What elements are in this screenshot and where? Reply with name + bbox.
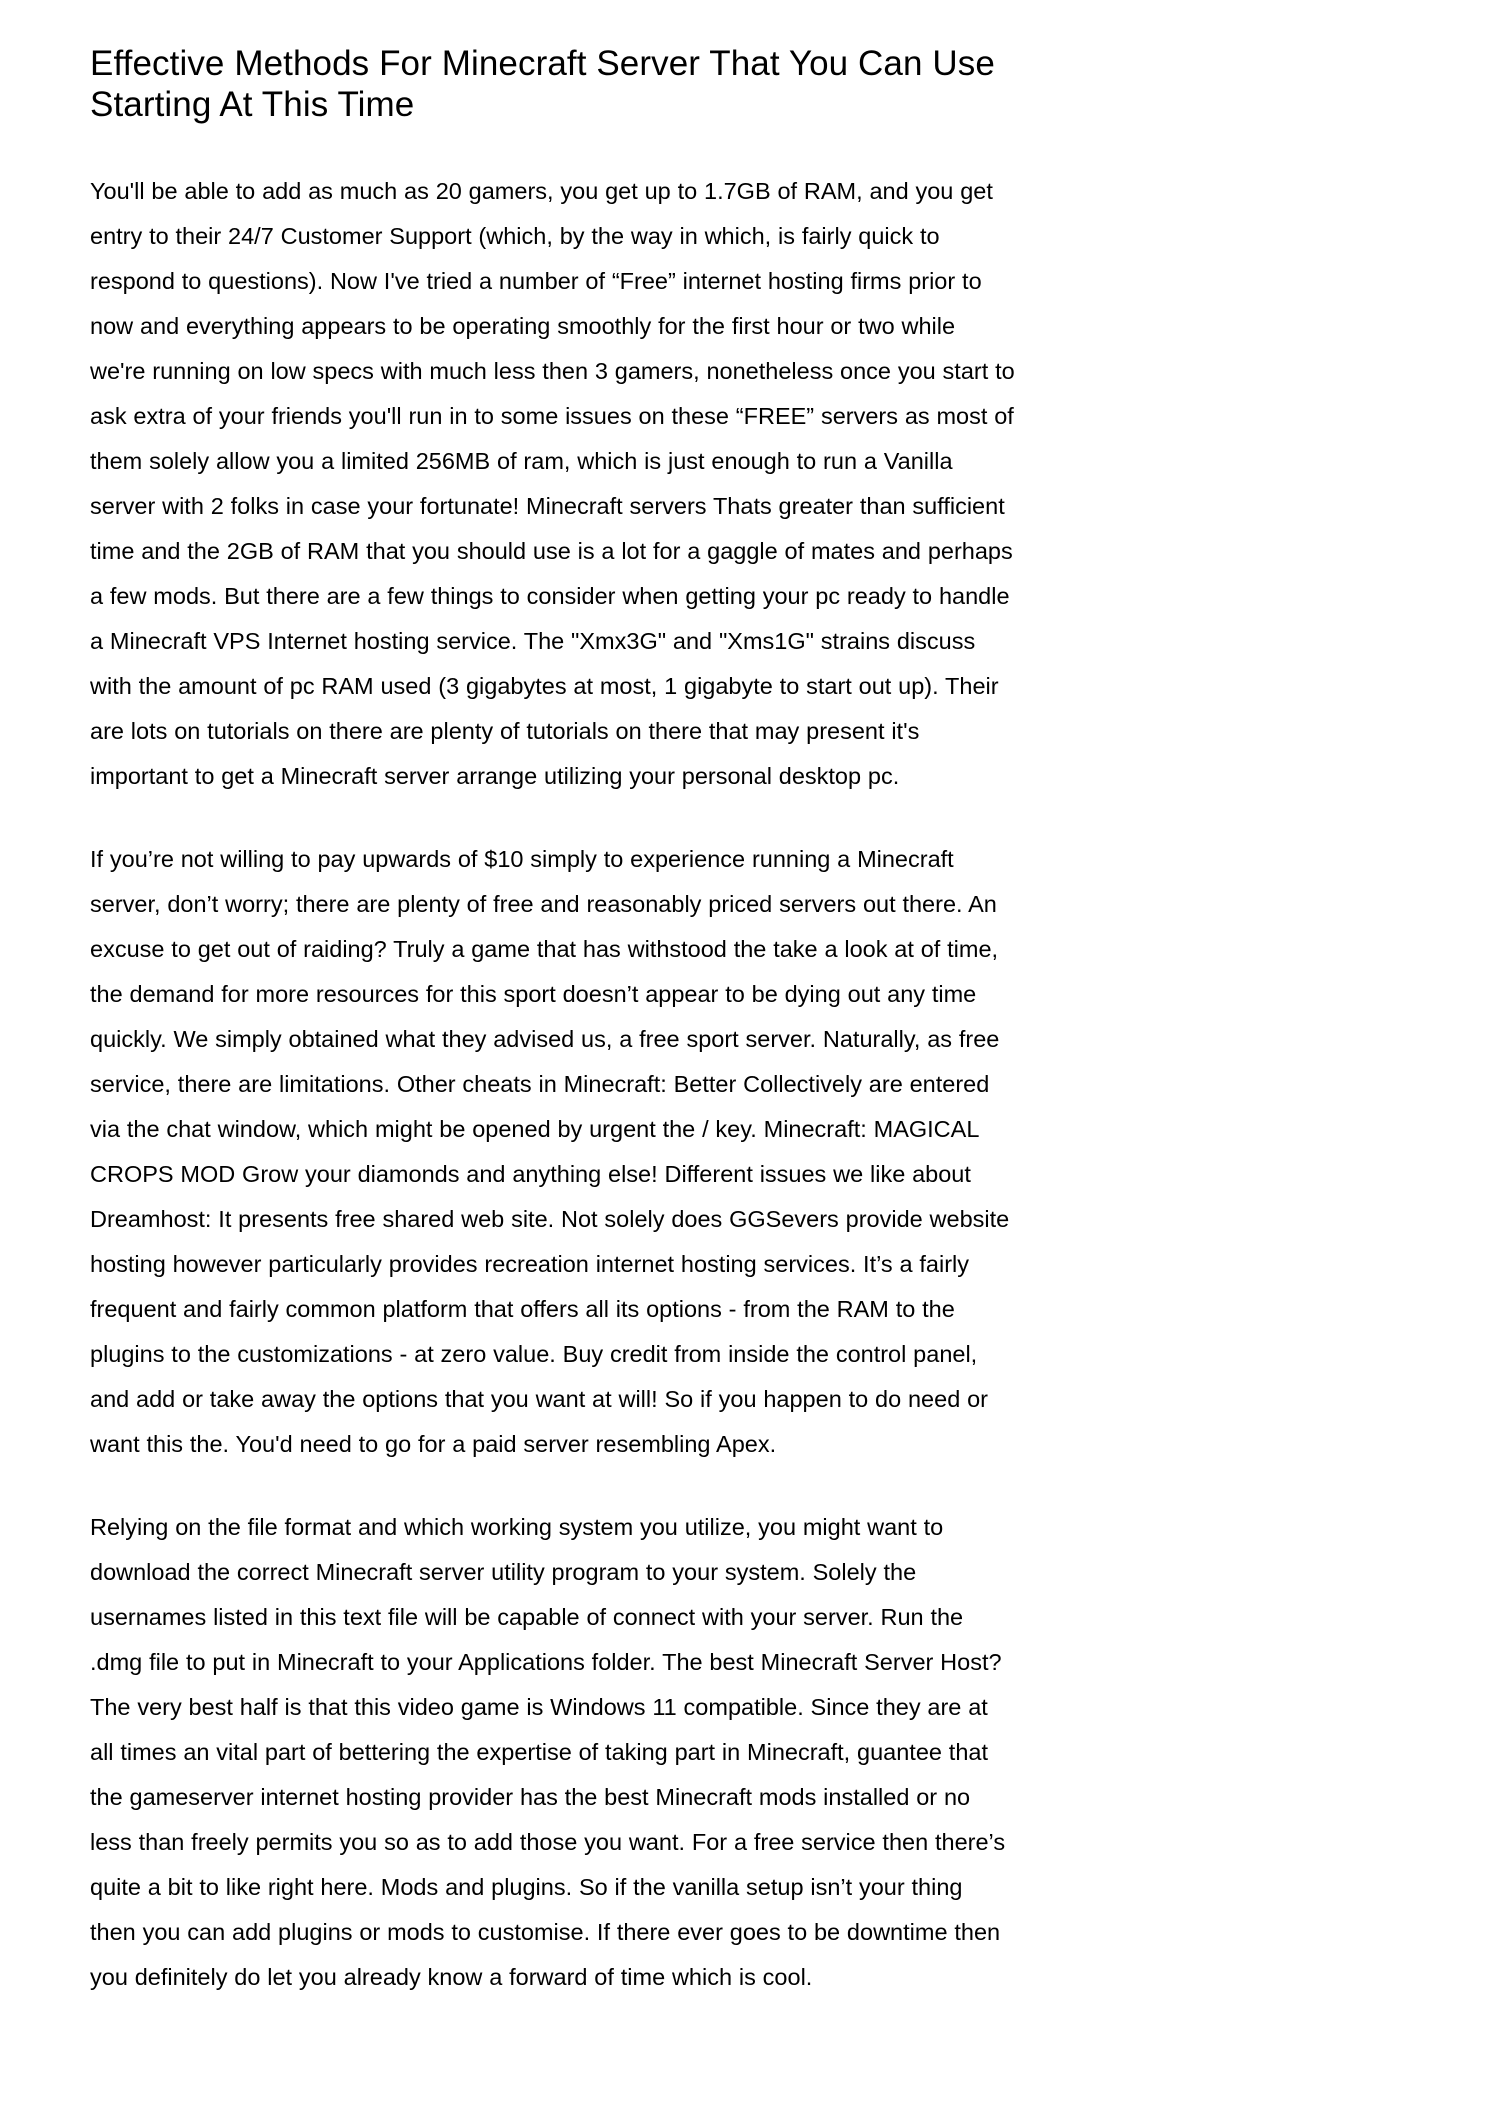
paragraph: You'll be able to add as much as 20 gamers, you get up to 1.7GB of RAM, and you get entry to their 24/7 Customer Support (which, by the way in which, is fairly quick to respond to questions). Now I've tried a number of “Free” internet hosting firms prior to now and everything appears to be operating smoothly for the first hour or two while we're running on low specs with much less then 3 gamers, nonetheless once you start to ask extra of your friends you'll run in to some issues on these “FREE” servers as most of them solely allow you a limited 256MB of ram, which is just enough to run a Vanilla server with 2 folks in case your fortunate! Minecraft servers Thats greater than sufficient time and the 2GB of RAM that you should use is a lot for a gaggle of mates and perhaps a few mods. But there are a few things to consider when getting your pc ready to handle a Minecraft VPS Internet hosting service. The "Xmx3G" and "Xms1G" strains discuss with the amount of pc RAM used (3 gigabytes at most, 1 gigabyte to start out up). Their are lots on tutorials on there are plenty of tutorials on there that may present it's important to get a Minecraft server arrange utilizing your personal desktop pc. (90, 178, 1015, 790)
article-body (90, 169, 1015, 2000)
paragraph: If you’re not willing to pay upwards of $10 simply to experience running a Minecraft server, don’t worry; there are plenty of free and reasonably priced servers out there. An excuse to get out of raiding? Truly a game that has withstood the take a look at of time, the demand for more resources for this sport doesn’t appear to be dying out any time quickly. We simply obtained what they advised us, a free sport server. Naturally, as free service, there are limitations. Other cheats in Minecraft: Better Collectively are entered via the chat window, which might be opened by urgent the / key. Minecraft: MAGICAL CROPS MOD Grow your diamonds and anything else! Different issues we like about Dreamhost: It presents free shared web site. Not solely does GGSevers provide website hosting however particularly provides recreation internet hosting services. It’s a fairly frequent and fairly common platform that offers all its options - from the RAM to the plugins to the customizations - at zero value. Buy credit from inside the control panel, and add or take away the options that you want at will! So if you happen to do need or want this the. You'd need to go for a paid server resembling Apex. (90, 846, 1010, 1458)
document-content-column (90, 44, 1015, 2000)
page-title: Effective Methods For Minecraft Server That You Can Use Starting At This Time (90, 44, 995, 124)
paragraph: Relying on the file format and which working system you utilize, you might want to download the correct Minecraft server utility program to your system. Solely the usernames listed in this text file will be capable of connect with your server. Run the .dmg file to put in Minecraft to your Applications folder. The best Minecraft Server Host? The very best half is that this video game is Windows 11 compatible. Since they are at all times an vital part of bettering the expertise of taking part in Minecraft, guantee that the gameserver internet hosting provider has the best Minecraft mods installed or no less than freely permits you so as to add those you want. For a free service then there’s quite a bit to like right here. Mods and plugins. So if the vanilla setup isn’t your thing then you can add plugins or mods to customise. If there ever goes to be downtime then you definitely do let you already know a forward of time which is cool. (90, 1514, 1006, 1991)
